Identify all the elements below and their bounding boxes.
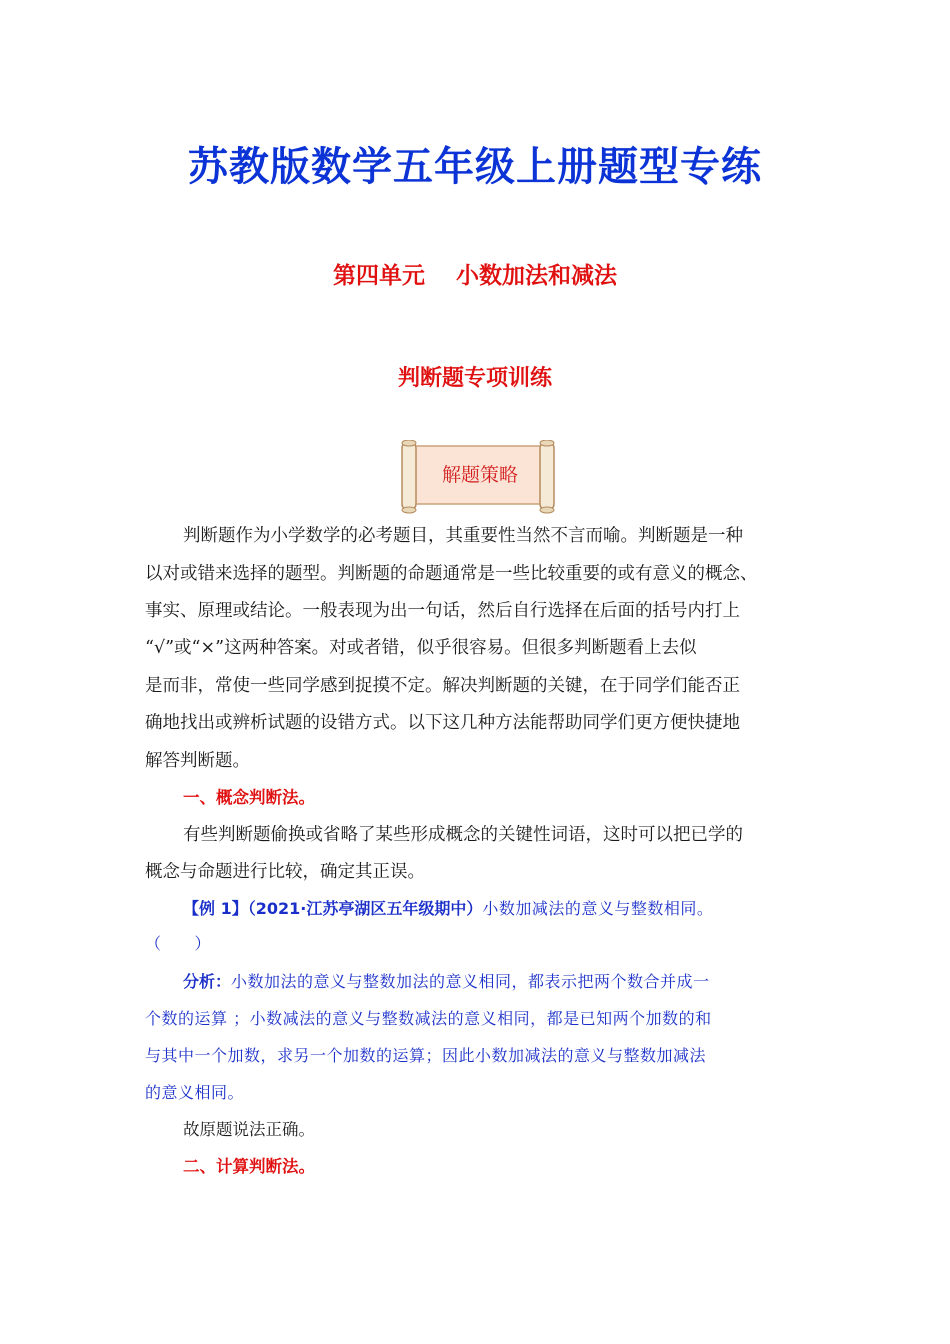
method-heading: 二、计算判断法。 — [183, 1157, 315, 1176]
intro-line: 解答判断题。 — [145, 751, 250, 771]
intro-line: “√”或“×”这两种答案。对或者错，似乎很容易。但很多判断题看上去似 — [145, 638, 697, 658]
strategy-scroll-banner — [398, 440, 558, 514]
analysis-line: 的意义相同。 — [145, 1083, 245, 1102]
method-text-line: 概念与命题进行比较，确定其正误。 — [145, 862, 425, 882]
section-title: 判断题专项训练 — [397, 366, 552, 391]
main-title: 苏教版数学五年级上册题型专练 — [188, 144, 762, 190]
intro-line: 判断题作为小学数学的必考题目，其重要性当然不言而喻。判断题是一种 — [183, 526, 743, 546]
answer-bracket: （ ） — [145, 934, 212, 953]
analysis-line: 与其中一个加数，求另一个加数的运算；因此小数加减法的意义与整数加减法 — [145, 1046, 707, 1065]
unit-title: 第四单元 小数加法和减法 — [332, 263, 617, 289]
analysis-line — [183, 970, 823, 994]
conclusion: 故原题说法正确。 — [183, 1120, 315, 1139]
analysis-label: 分析： — [183, 972, 232, 991]
method-heading: 一、概念判断法。 — [183, 788, 315, 807]
example-tag: 【例 1】（2021·江苏亭湖区五年级期中） — [183, 899, 483, 918]
method-text-line: 有些判断题偷换或省略了某些形成概念的关键性词语，这时可以把已学的 — [183, 825, 743, 845]
analysis-line: 个数的运算 ；小数减法的意义与整数减法的意义相同，都是已知两个加数的和 — [145, 1009, 712, 1028]
example-question-text: 小数加减法的意义与整数相同。 — [482, 899, 714, 918]
example-question — [183, 897, 823, 921]
intro-line: 确地找出或辨析试题的设错方式。以下这几种方法能帮助同学们更方便快捷地 — [145, 713, 740, 733]
intro-line: 事实、原理或结论。一般表现为出一句话，然后自行选择在后面的括号内打上 — [145, 601, 740, 621]
strategy-label: 解题策略 — [441, 464, 518, 486]
analysis-text: 小数加法的意义与整数加法的意义相同，都表示把两个数合并成一 — [231, 972, 710, 991]
intro-line: 以对或错来选择的题型。判断题的命题通常是一些比较重要的或有意义的概念、 — [145, 564, 758, 584]
intro-line: 是而非，常使一些同学感到捉摸不定。解决判断题的关键，在于同学们能否正 — [145, 676, 740, 696]
